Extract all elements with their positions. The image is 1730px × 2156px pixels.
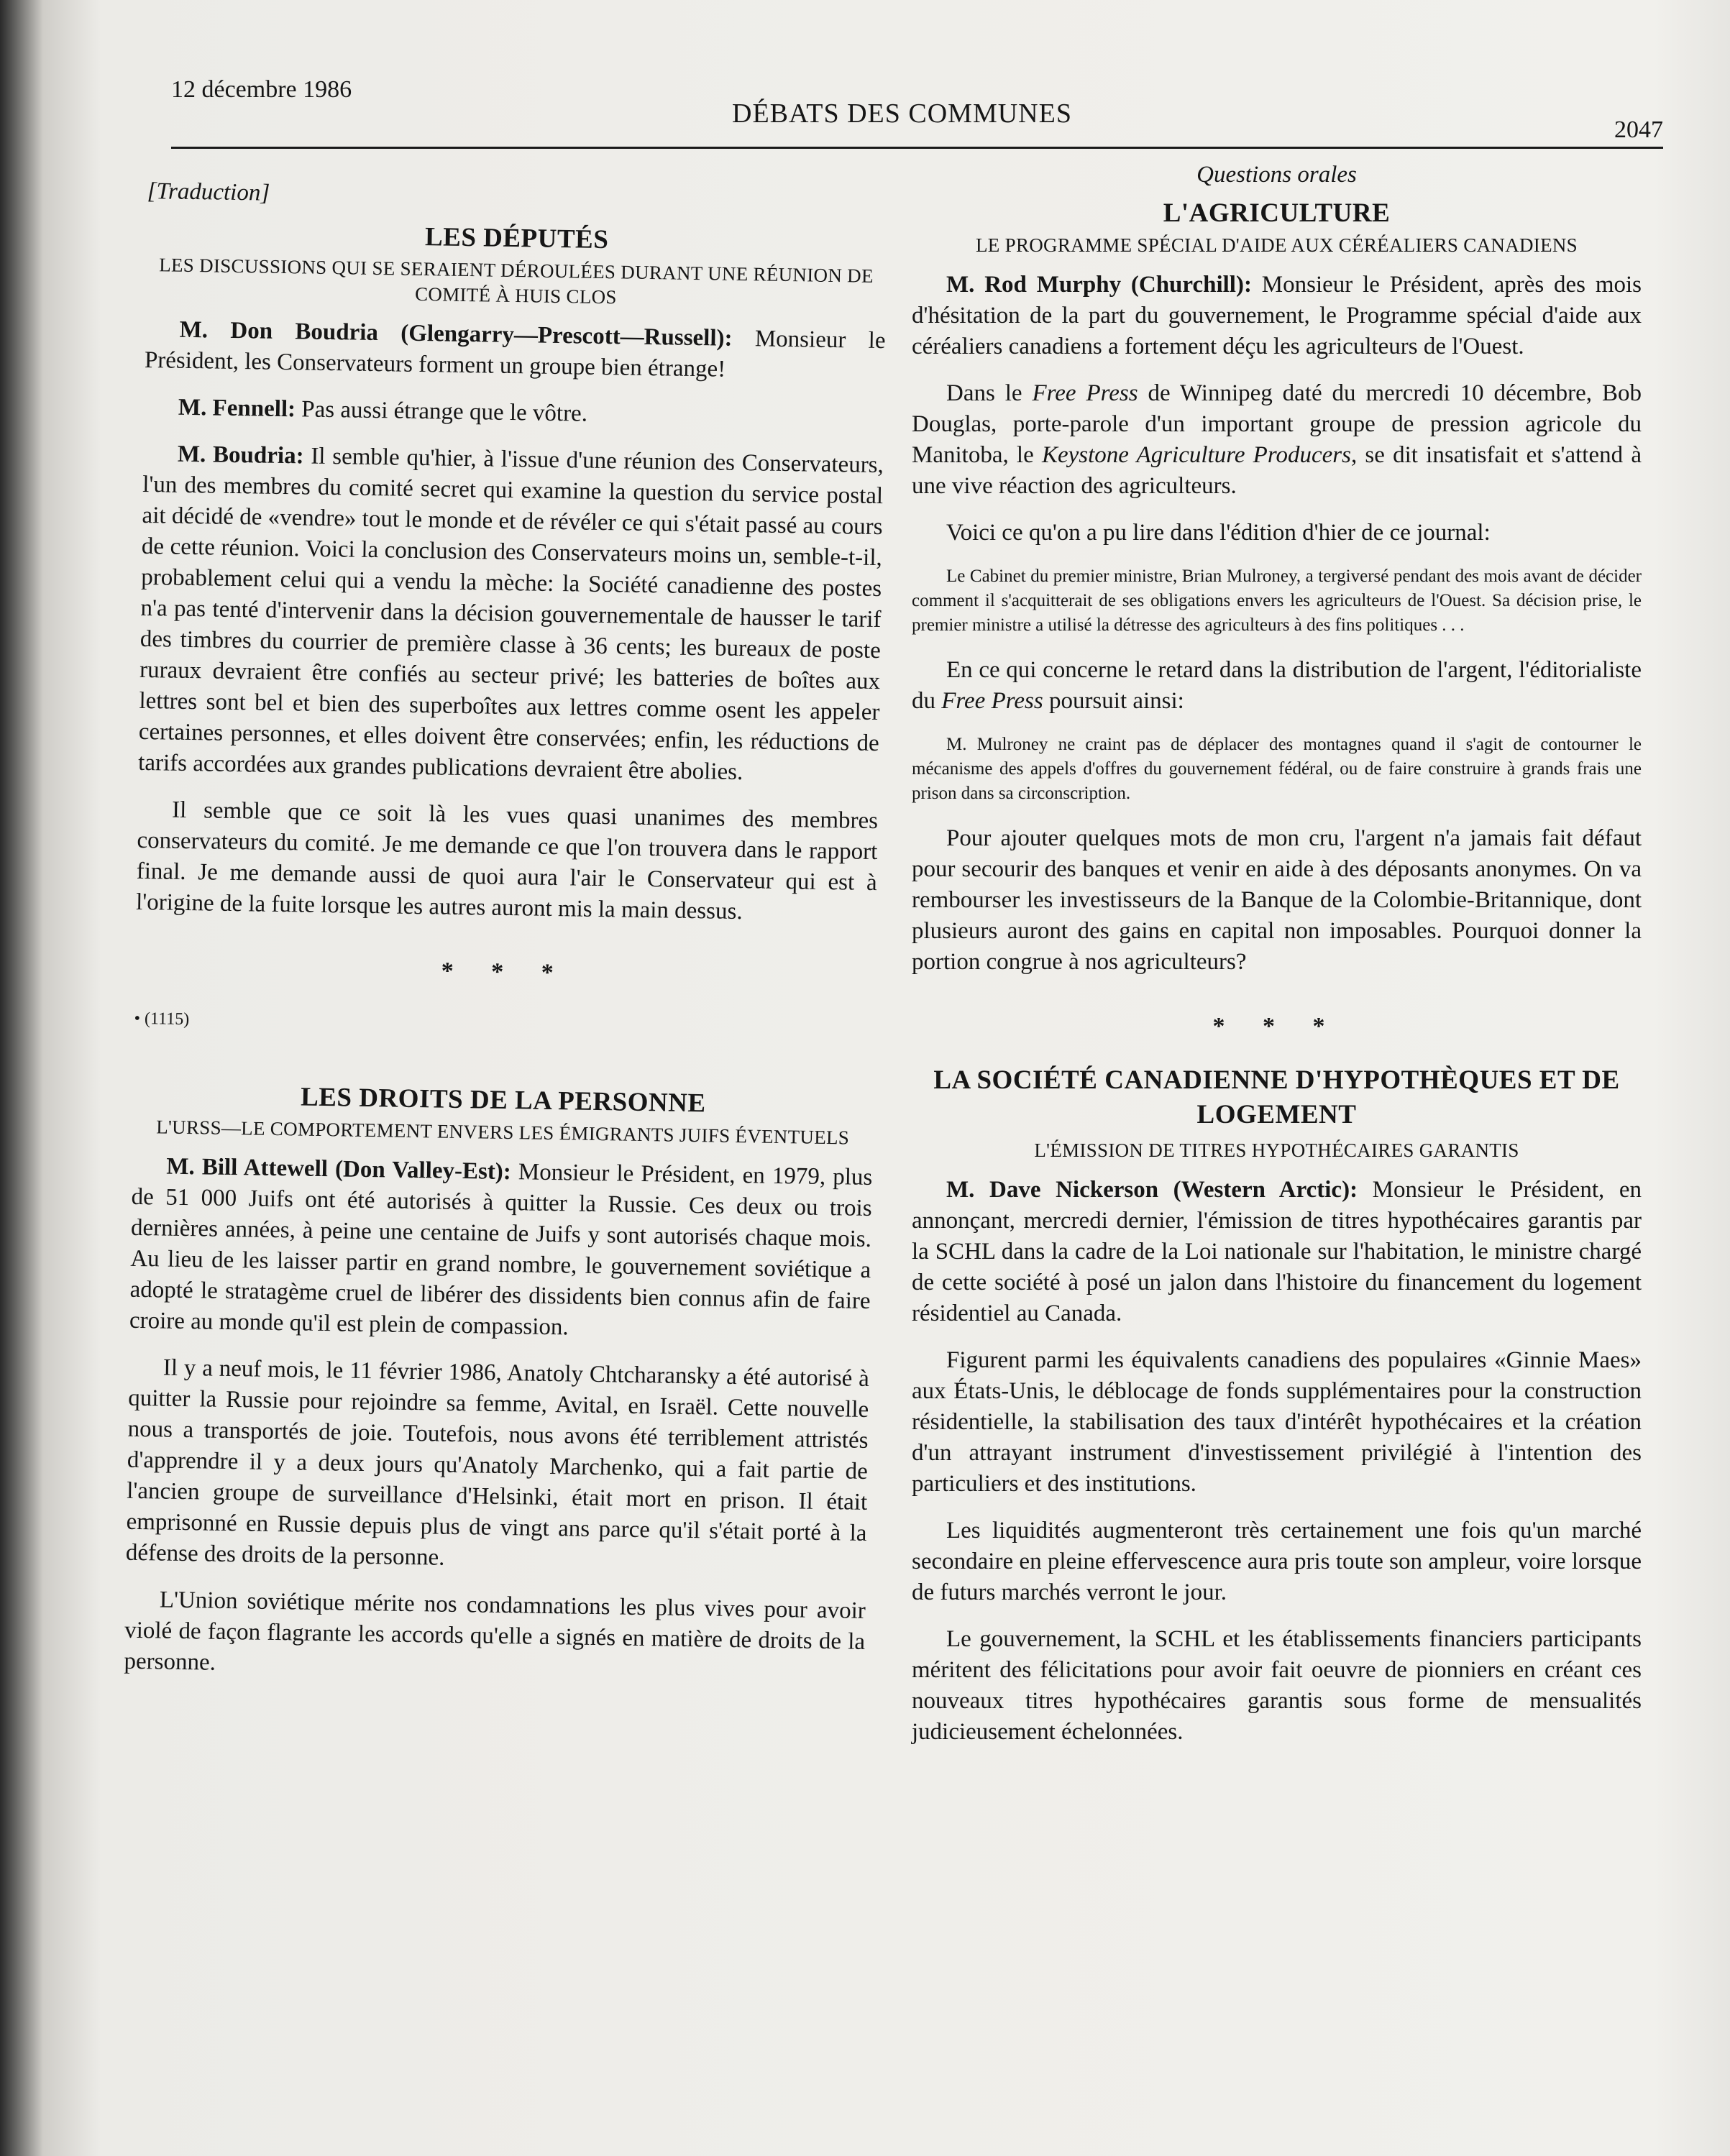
paragraph: Pour ajouter quelques mots de mon cru, l'argent n'a jamais fait défaut pour secourir des banques et venir en aide à des déposants anonymes. On va rembourser les investisseurs de la Banque de la Colombie-Britannique, dont plusieurs auront des gains en capital non imposables. Pourquoi donner la portion congrue à nos agriculteurs?	[912, 825, 1642, 975]
section-title-schl: LA SOCIÉTÉ CANADIENNE D'HYPOTHÈQUES ET DE LOGEMENT	[933, 1065, 1620, 1129]
speaker-name: M. Don Boudria (Glengarry—Prescott—Russell):	[179, 316, 733, 352]
speech-text: Monsieur le Président, en annonçant, mercredi dernier, l'émission de titres hypothécaires garantis par la SCHL dans la cadre de la Loi nationale sur l'habitation, le ministre chargé de cette société à posé un jalon dans l'histoire du financement du logement résidentiel au Canada.	[912, 1177, 1642, 1326]
speaker-name: M. Boudria:	[177, 441, 304, 469]
page-header	[171, 69, 1663, 152]
paragraph: L'Union soviétique mérite nos condamnations les plus vives pour avoir violé de façon flagrante les accords qu'elle a signés en matière de droits de la personne.	[124, 1587, 866, 1676]
paragraph: Voici ce qu'on a pu lire dans l'édition d'hier de ce journal:	[946, 520, 1491, 546]
right-column	[912, 160, 1642, 1763]
page-number: 2047	[1614, 116, 1663, 143]
newspaper-name: Free Press	[1032, 380, 1138, 406]
organization-name: Keystone Agriculture Producers	[1041, 442, 1351, 468]
section-label-questions: Questions orales	[1196, 162, 1357, 188]
paragraph	[912, 1175, 1642, 1329]
block-quote: M. Mulroney ne craint pas de déplacer des montagnes quand il s'agit de contourner le mécanisme des appels d'offres du gouvernement fédéral, ou de faire construire à grands frais une prison dans sa circonscription.	[912, 735, 1642, 803]
paragraph: Le gouvernement, la SCHL et les établissements financiers participants méritent des félicitations pour avoir fait oeuvre de pionniers en créant ces nouveaux titres hypothécaires garantis sous forme de mensualités judicieusement échelonnées.	[912, 1626, 1642, 1745]
speech-text: Monsieur le Président, après des mois d'hésitation de la part du gouvernement, le Programme spécial d'aide aux céréaliers canadiens a fortement déçu les agriculteurs de l'Ouest.	[912, 272, 1642, 359]
text-run: poursuit ainsi:	[1043, 688, 1184, 714]
paragraph	[912, 378, 1642, 502]
text-run: , se dit insatisfait et s'attend à une vive réaction des agriculteurs.	[912, 442, 1642, 499]
newspaper-name: Free Press	[941, 688, 1043, 714]
left-column	[124, 176, 888, 1705]
section-separator: * * *	[441, 958, 569, 987]
speech-text: Monsieur le Président, les Conservateurs forment un groupe bien étrange!	[144, 325, 886, 382]
speaker-name: M. Bill Attewell (Don Valley-Est):	[166, 1153, 512, 1185]
paragraph	[912, 655, 1642, 717]
text-run: de Winnipeg daté du mercredi 10 décembre, Bob Douglas, porte-parole d'un important groupe de pression agricole du Manitoba, le	[912, 380, 1642, 468]
paragraph: Figurent parmi les équivalents canadiens des populaires «Ginnie Maes» aux États-Unis, le déblocage de fonds supplémentaires pour la construction résidentielle, la stabilisation des taux d'intérêt hypothécaires et la création d'un attrayant instrument d'investissement privilégié à l'intention des particuliers et des institutions.	[912, 1347, 1642, 1497]
section-title-agriculture: L'AGRICULTURE	[1163, 198, 1391, 228]
speech-text: Il semble qu'hier, à l'issue d'une réunion des Conservateurs, l'un des membres du comité secret qui examine la question du service postal ait décidé de «vendre» tout le monde et de révéler ce qui s'était passé au cours de cette réunion. Voici la conclusion des Conservateurs moins un, semble-t-il, probablement celui qui a vendu la mèche: la Société canadienne des postes n'a pas tenté d'intervenir dans la décision gouvernementale de hausser le tarif des timbres du courrier de première classe à 36 cents; les bureaux de poste ruraux devraient être confiés au secteur privé; les batteries de boîtes aux lettres sont bel et bien des superboîtes aux lettres comme osent les appeler certaines personnes, et elles doivent être conservées; enfin, les réductions de tarifs accordées aux grandes publications devraient être abolies.	[137, 443, 884, 786]
paragraph	[912, 270, 1642, 362]
header-rule	[171, 147, 1663, 149]
speech-text: Pas aussi étrange que le vôtre.	[295, 396, 588, 427]
speaker-name: M. Rod Murphy (Churchill):	[946, 272, 1252, 298]
text-run: Dans le	[946, 380, 1033, 406]
paragraph	[145, 314, 886, 387]
block-quote: Le Cabinet du premier ministre, Brian Mulroney, a tergiversé pendant des mois avant de décider comment il s'acquitterait de ses obligations envers les agriculteurs de l'Ouest. Sa décision prise, le premier ministre a utilisé la détresse des agriculteurs à des fins politiques . . .	[912, 566, 1642, 635]
header-date: 12 décembre 1986	[171, 76, 352, 103]
paragraph: Il y a neuf mois, le 11 février 1986, Anatoly Chtcharansky a été autorisé à quitter la Russie pour rejoindre sa femme, Avital, en Israël. Cette nouvelle nous a transportés de joie. Toutefois, nous avons été terriblement attristés d'apprendre il y a deux jours qu'Anatoly Marchenko, qui a fait partie de l'ancien groupe de surveillance d'Helsinki, était mort en prison. Il était emprisonné en Russie depuis plus de vingt ans parce qu'il s'était porté à la défense des droits de la personne.	[125, 1354, 870, 1571]
section-subtitle-programme: LE PROGRAMME SPÉCIAL D'AIDE AUX CÉRÉALIERS CANADIENS	[976, 234, 1578, 256]
section-subtitle-titres: L'ÉMISSION DE TITRES HYPOTHÉCAIRES GARANTIS	[1034, 1139, 1519, 1161]
speaker-name: M. Fennell:	[178, 394, 296, 423]
section-separator: * * *	[1212, 1013, 1341, 1040]
header-title: DÉBATS DES COMMUNES	[732, 98, 1072, 129]
time-marker: • (1115)	[134, 1009, 190, 1029]
translation-tag: [Traduction]	[147, 178, 270, 206]
paragraph: Il semble que ce soit là les vues quasi unanimes des membres conservateurs du comité. Je me demande ce que l'on trouvera dans le rapport final. Je me demande aussi de quoi aura l'air le Conservateur qui est à l'origine de la fuite lorsque les autres auront mis la main dessus.	[135, 797, 879, 925]
section-subtitle-discussions: LES DISCUSSIONS QUI SE SERAIENT DÉROULÉES DURANT UNE RÉUNION DE COMITÉ À HUIS CLOS	[158, 254, 874, 308]
paragraph	[129, 1151, 873, 1348]
speaker-name: M. Dave Nickerson (Western Arctic):	[946, 1177, 1358, 1203]
paragraph	[144, 392, 885, 434]
paragraph: Les liquidités augmenteront très certainement une fois qu'un marché secondaire en pleine effervescence aura pris toute son ampleur, voire lorsque de futurs marchés verront le jour.	[912, 1518, 1642, 1605]
section-title-deputes: LES DÉPUTÉS	[424, 222, 609, 255]
section-subtitle-urss: L'URSS—LE COMPORTEMENT ENVERS LES ÉMIGRANTS JUIFS ÉVENTUELS	[155, 1116, 850, 1149]
text-run: En ce qui concerne le retard dans la distribution de l'argent, l'éditorialiste du	[912, 657, 1642, 714]
section-title-droits: LES DROITS DE LA PERSONNE	[300, 1082, 706, 1119]
speech-text: Monsieur le Président, en 1979, plus de 51 000 Juifs ont été autorisés à quitter la Russie. Ces deux ou trois dernières années, à peine une centaine de Juifs y sont autorisés chaque mois. Au lieu de les laisser partir en grand nombre, le gouvernement soviétique a adopté le stratagème cruel de libérer des dissidents bien connus afin de faire croire au monde qu'il est plein de compassion.	[129, 1159, 873, 1341]
paragraph	[138, 439, 884, 790]
